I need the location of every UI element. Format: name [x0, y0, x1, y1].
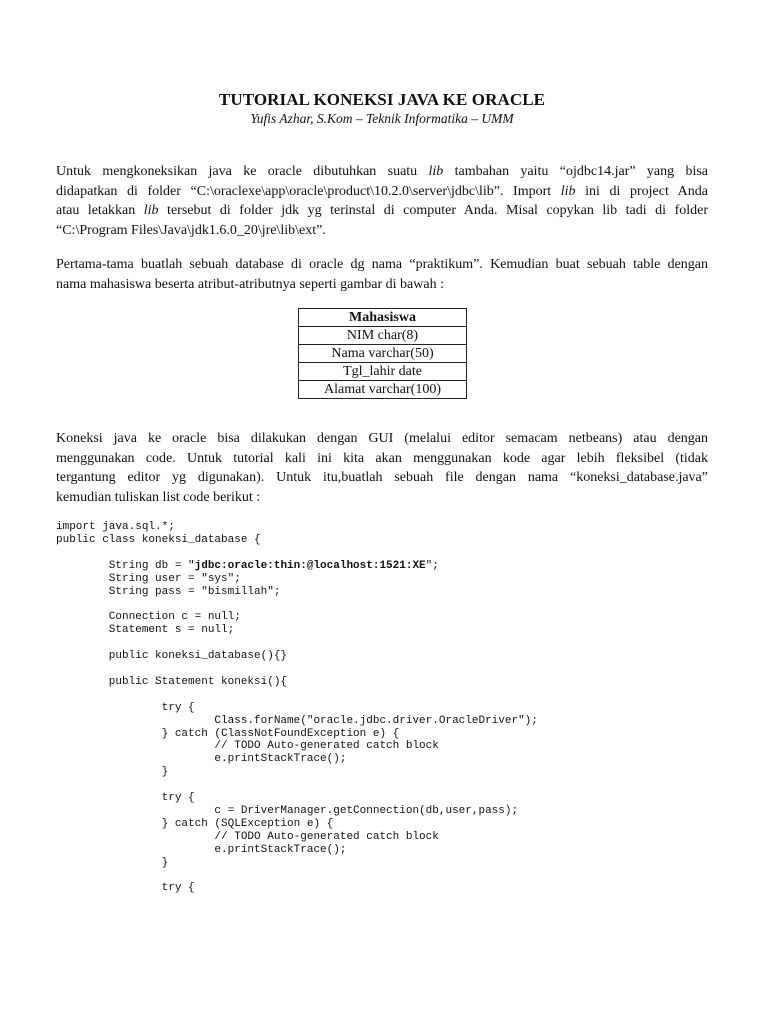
- code-line: c = DriverManager.getConnection(db,user,pass);: [56, 804, 519, 817]
- paragraph-koneksi: [56, 429, 708, 507]
- paragraph-intro: [56, 162, 708, 240]
- paragraph-line: nama mahasiswa beserta atribut-atributnya seperti gambar di bawah :: [56, 276, 444, 292]
- code-line: try {: [56, 701, 195, 714]
- code-line: Statement s = null;: [56, 624, 235, 637]
- paragraph-line: [56, 182, 708, 202]
- code-line: } catch (ClassNotFoundException e) {: [56, 727, 400, 740]
- code-line: Class.forName("oracle.jdbc.driver.OracleDriver");: [56, 714, 538, 727]
- code-listing: [56, 521, 538, 895]
- table-row: Tgl_lahir date: [299, 363, 467, 381]
- mahasiswa-table: [298, 308, 467, 399]
- italic-text: lib: [143, 203, 159, 218]
- code-line: [56, 560, 439, 572]
- code-text: ";: [425, 559, 439, 572]
- document-title: TUTORIAL KONEKSI JAVA KE ORACLE: [218, 90, 546, 109]
- text-run: ini di project Anda: [575, 183, 708, 199]
- paragraph-line: “C:\Program Files\Java\jdk1.6.0_20\jre\lib\ext”.: [56, 222, 326, 238]
- italic-text: lib: [428, 164, 444, 179]
- code-line: e.printStackTrace();: [56, 753, 347, 766]
- text-run: atau letakkan: [56, 203, 144, 218]
- paragraph-database: [56, 255, 708, 294]
- table-header: Mahasiswa: [299, 309, 467, 327]
- code-line: String pass = "bismillah";: [56, 585, 281, 598]
- table-row: Alamat varchar(100): [299, 381, 467, 399]
- code-line: Connection c = null;: [56, 611, 241, 624]
- paragraph-line: Pertama-tama buatlah sebuah database di oracle dg nama “praktikum”. Kemudian buat sebuah table dengan: [56, 257, 708, 272]
- code-line: e.printStackTrace();: [56, 843, 347, 856]
- code-line: String user = "sys";: [56, 572, 241, 585]
- code-line: }: [56, 766, 169, 779]
- code-text: String db = ": [56, 559, 195, 572]
- code-line: import java.sql.*;: [56, 521, 175, 533]
- code-line: } catch (SQLException e) {: [56, 817, 334, 830]
- paragraph-line: Koneksi java ke oracle bisa dilakukan dengan GUI (melalui editor semacam netbeans) atau dengan: [56, 431, 708, 446]
- table-row: NIM char(8): [299, 327, 467, 345]
- paragraph-line: menggunakan code. Untuk tutorial kali ini kita akan menggunakan kode agar lebih fleksibel (tidak: [56, 450, 708, 466]
- text-run: tambahan yaitu “ojdbc14.jar” yang bisa: [443, 164, 708, 179]
- code-line: public koneksi_database(){}: [56, 650, 288, 663]
- document-subtitle: Yufis Azhar, S.Kom – Teknik Informatika – UMM: [250, 111, 514, 126]
- code-line: public Statement koneksi(){: [56, 675, 288, 688]
- paragraph-line: [56, 162, 708, 182]
- code-line: public class koneksi_database {: [56, 533, 261, 546]
- code-line: // TODO Auto-generated catch block: [56, 830, 439, 843]
- paragraph-line: [56, 201, 708, 221]
- italic-text: lib: [560, 183, 576, 199]
- paragraph-line: kemudian tuliskan list code berikut :: [56, 489, 261, 505]
- paragraph-line: tergantung editor yg digunakan). Untuk itu,buatlah sebuah file dengan nama “koneksi_database.java”: [56, 470, 708, 485]
- text-run: tersebut di folder jdk yg terinstal di computer Anda. Misal copykan lib tadi di folder: [158, 203, 708, 218]
- code-line: // TODO Auto-generated catch block: [56, 740, 439, 753]
- text-run: didapatkan di folder “C:\oraclexe\app\oracle\product\10.2.0\server\jdbc\lib”. Import: [56, 183, 561, 199]
- table-row: Nama varchar(50): [299, 345, 467, 363]
- code-line: try {: [56, 792, 195, 805]
- text-run: Untuk mengkoneksikan java ke oracle dibutuhkan suatu: [56, 164, 429, 179]
- code-bold-text: jdbc:oracle:thin:@localhost:1521:XE: [194, 559, 426, 572]
- code-line: }: [56, 856, 169, 869]
- code-line: try {: [56, 882, 195, 895]
